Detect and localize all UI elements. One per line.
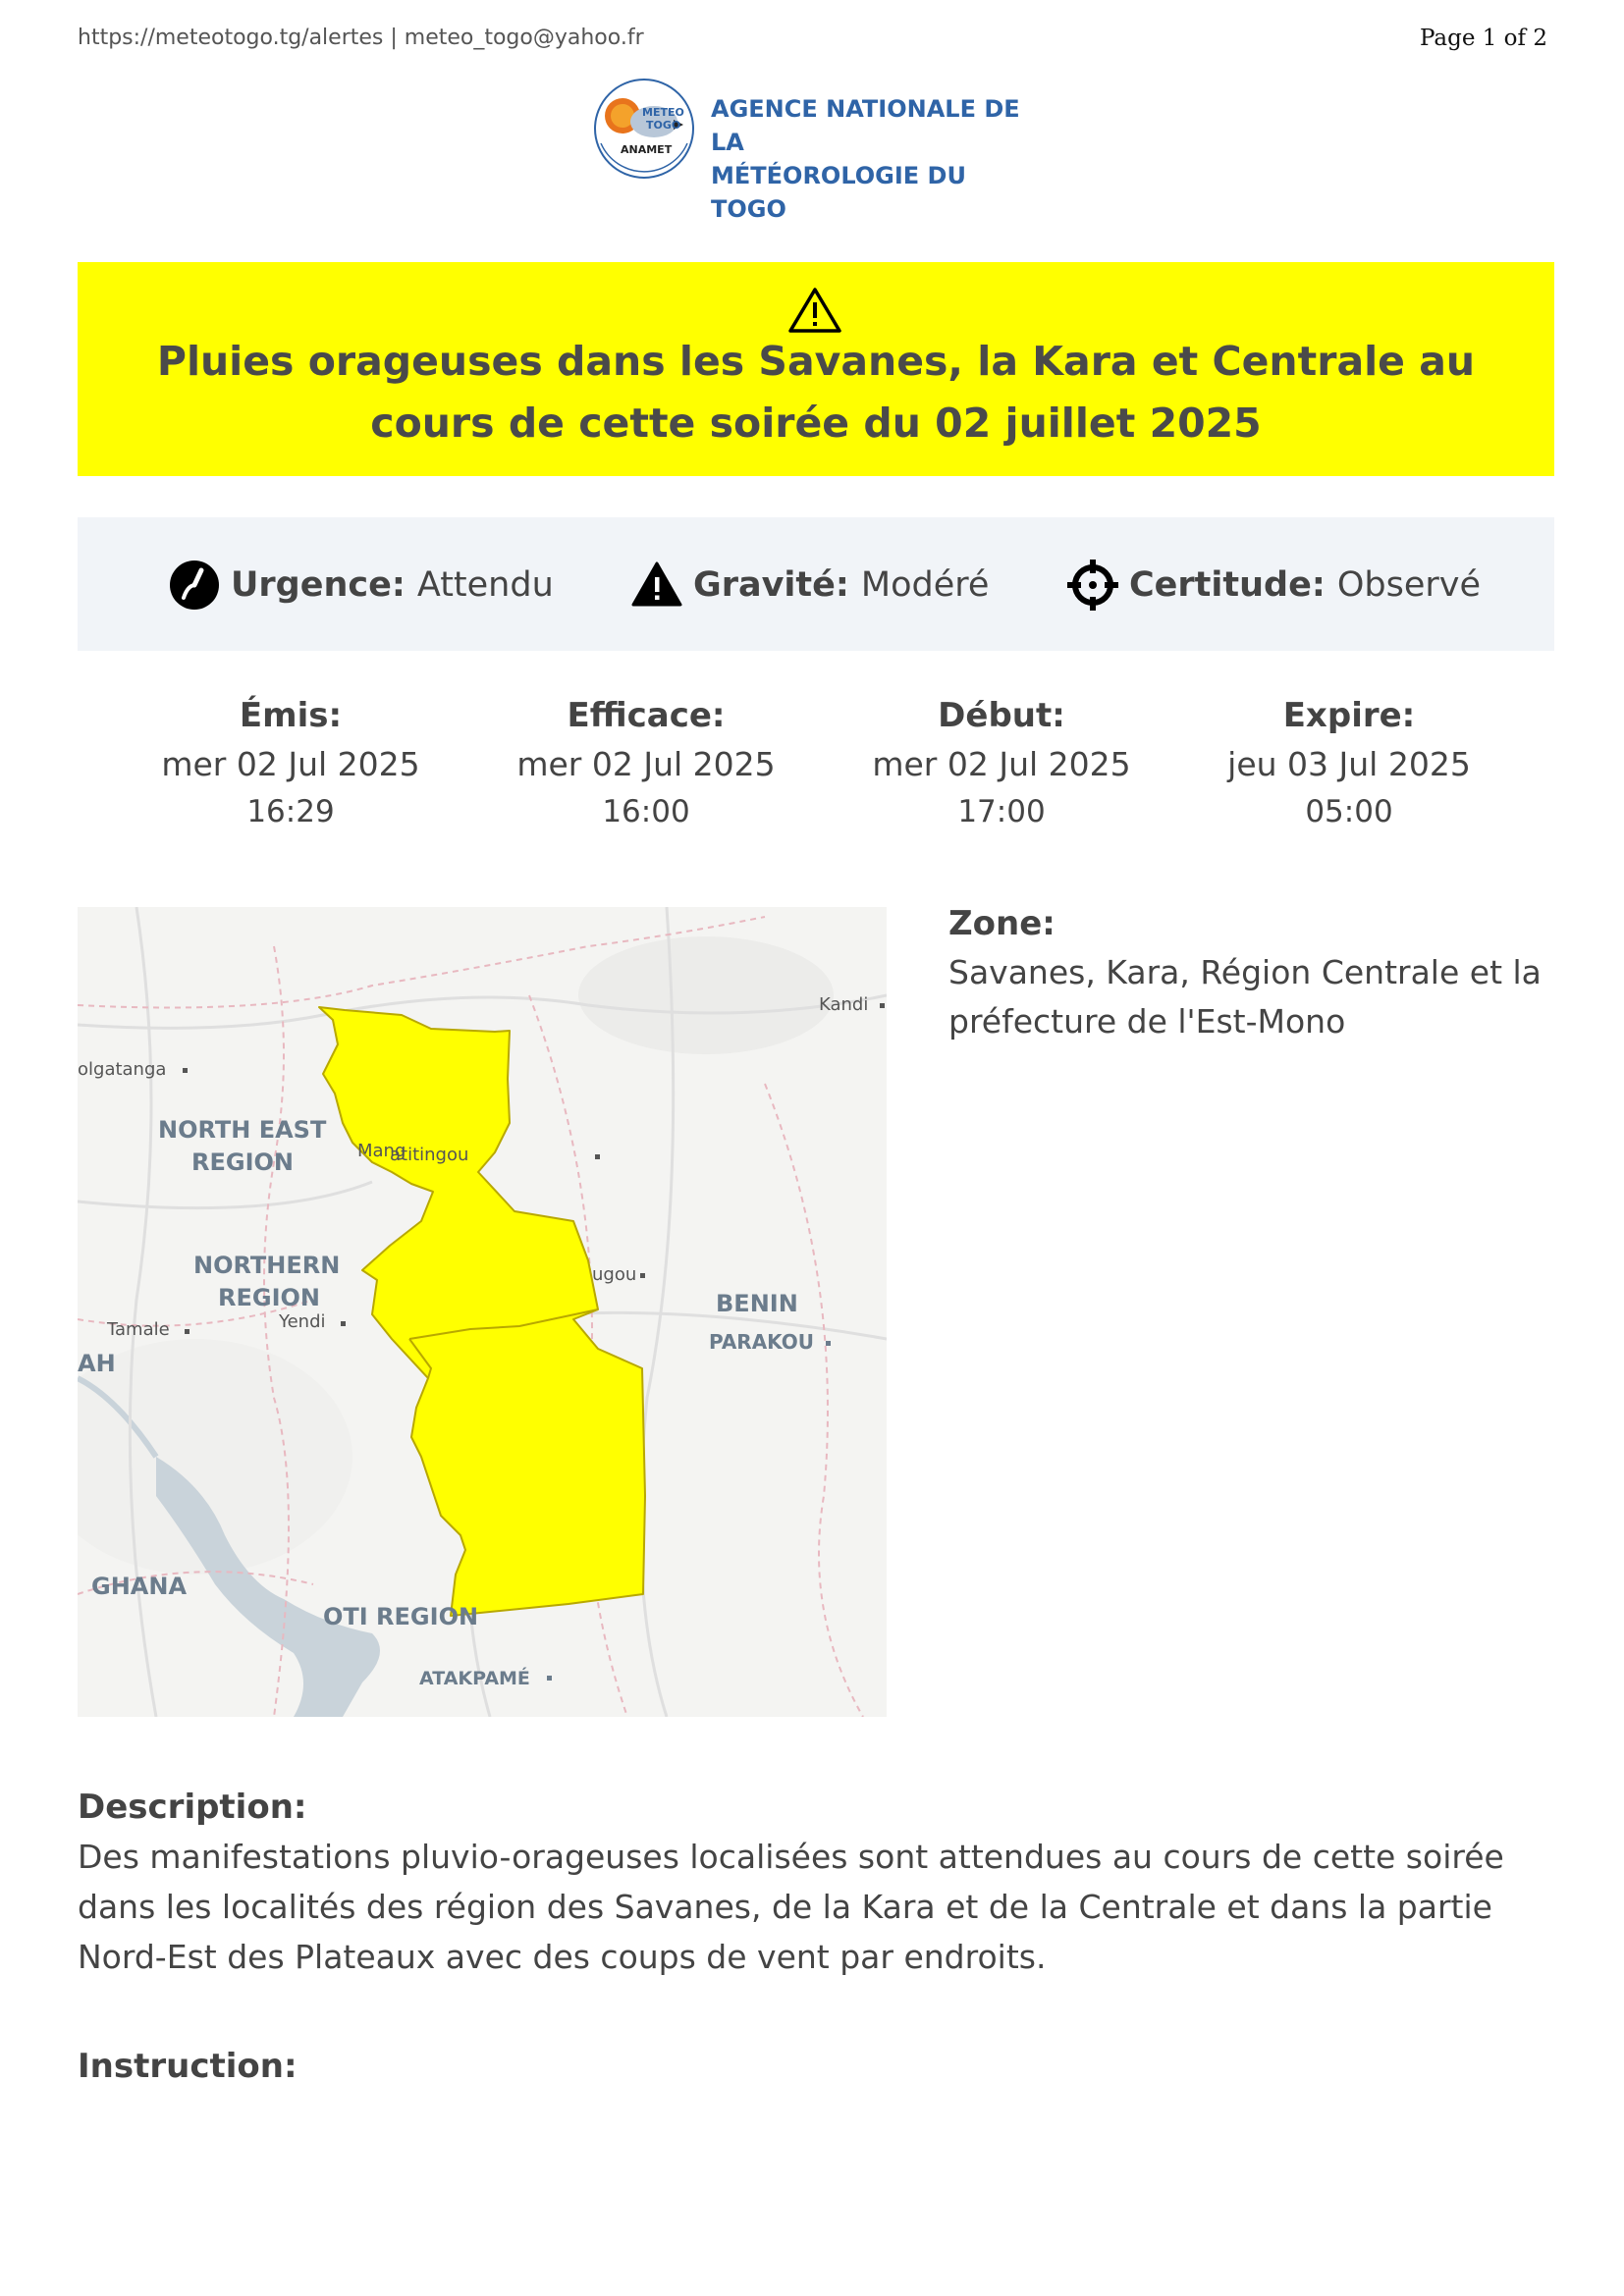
header-url-email: https://meteotogo.tg/alertes | meteo_togo@yahoo.fr xyxy=(78,26,644,50)
svg-text:NORTHERN: NORTHERN xyxy=(193,1252,341,1279)
svg-text:GHANA: GHANA xyxy=(91,1573,188,1600)
certainty-item xyxy=(1066,559,1481,612)
date-expires xyxy=(1202,691,1496,834)
date-issued xyxy=(143,691,438,834)
svg-text:TOGO: TOGO xyxy=(646,119,681,132)
svg-text:olgatanga: olgatanga xyxy=(78,1059,167,1080)
svg-text:Yendi: Yendi xyxy=(279,1311,326,1332)
urgency-item xyxy=(168,559,554,612)
svg-text:OTI REGION: OTI REGION xyxy=(323,1603,479,1630)
agency-name-line2: MÉTÉOROLOGIE DU TOGO xyxy=(711,162,966,223)
description-text: Des manifestations pluvio-orageuses localisées sont attendues au cours de cette soirée dans les localités des région des Savanes, de la Kara et de la Centrale et dans la partie Nord-Est des Plateaux avec des coups de vent par endroits. xyxy=(78,1838,1504,1976)
date-time: 16:00 xyxy=(602,794,690,829)
zone-section xyxy=(948,899,1557,1046)
date-label: Émis: xyxy=(239,696,343,735)
description-label: Description: xyxy=(78,1788,307,1827)
date-time: 17:00 xyxy=(957,794,1046,829)
date-label: Efficace: xyxy=(567,696,726,735)
date-label: Début: xyxy=(938,696,1065,735)
svg-text:NORTH EAST: NORTH EAST xyxy=(158,1116,327,1144)
date-label: Expire: xyxy=(1282,696,1416,735)
urgency-value: Attendu xyxy=(416,565,554,605)
date-day: mer 02 Jul 2025 xyxy=(516,745,776,783)
svg-text:Mang: Mang xyxy=(357,1141,406,1161)
anamet-badge-icon xyxy=(587,75,705,183)
date-day: mer 02 Jul 2025 xyxy=(872,745,1131,783)
warning-triangle-icon xyxy=(787,286,842,335)
certainty-value: Observé xyxy=(1336,565,1482,605)
agency-logo xyxy=(587,75,1049,223)
certainty-label: Certitude: xyxy=(1129,565,1326,605)
svg-text:ugou: ugou xyxy=(592,1264,637,1285)
svg-text:BENIN: BENIN xyxy=(716,1290,798,1317)
svg-text:AH: AH xyxy=(78,1350,116,1377)
svg-text:PARAKOU: PARAKOU xyxy=(709,1330,815,1354)
instruction-label: Instruction: xyxy=(78,2047,298,2086)
date-day: jeu 03 Jul 2025 xyxy=(1227,745,1471,783)
zone-text: Savanes, Kara, Région Centrale et la préfecture de l'Est-Mono xyxy=(948,953,1542,1041)
svg-text:REGION: REGION xyxy=(218,1284,320,1311)
svg-text:METEO: METEO xyxy=(642,106,684,119)
svg-text:atitingou: atitingou xyxy=(390,1145,469,1165)
description-section xyxy=(78,1783,1560,1982)
svg-text:Tamale: Tamale xyxy=(107,1319,170,1340)
clock-icon xyxy=(168,559,221,612)
date-time: 05:00 xyxy=(1305,794,1393,829)
crosshairs-icon xyxy=(1066,559,1119,612)
alert-status-bar xyxy=(78,517,1554,651)
svg-text:Kandi: Kandi xyxy=(819,994,869,1015)
severity-value: Modéré xyxy=(860,565,990,605)
alert-area-map xyxy=(78,907,887,1717)
date-day: mer 02 Jul 2025 xyxy=(161,745,420,783)
agency-name-line1: AGENCE NATIONALE DE LA xyxy=(711,95,1020,156)
date-time: 16:29 xyxy=(246,794,335,829)
urgency-label: Urgence: xyxy=(231,565,406,605)
alert-banner xyxy=(78,262,1554,476)
zone-label: Zone: xyxy=(948,904,1056,943)
page-number: Page 1 of 2 xyxy=(1419,26,1547,51)
date-onset xyxy=(854,691,1149,834)
severity-label: Gravité: xyxy=(693,565,849,605)
warning-icon xyxy=(630,559,683,612)
alert-title: Pluies orageuses dans les Savanes, la Kara et Centrale au cours de cette soirée du 02 juillet 2025 xyxy=(156,338,1476,447)
svg-text:ANAMET: ANAMET xyxy=(621,143,673,156)
severity-item xyxy=(630,559,989,612)
svg-text:ATAKPAMÉ: ATAKPAMÉ xyxy=(419,1668,530,1689)
date-effective xyxy=(499,691,793,834)
svg-text:REGION: REGION xyxy=(191,1148,294,1176)
